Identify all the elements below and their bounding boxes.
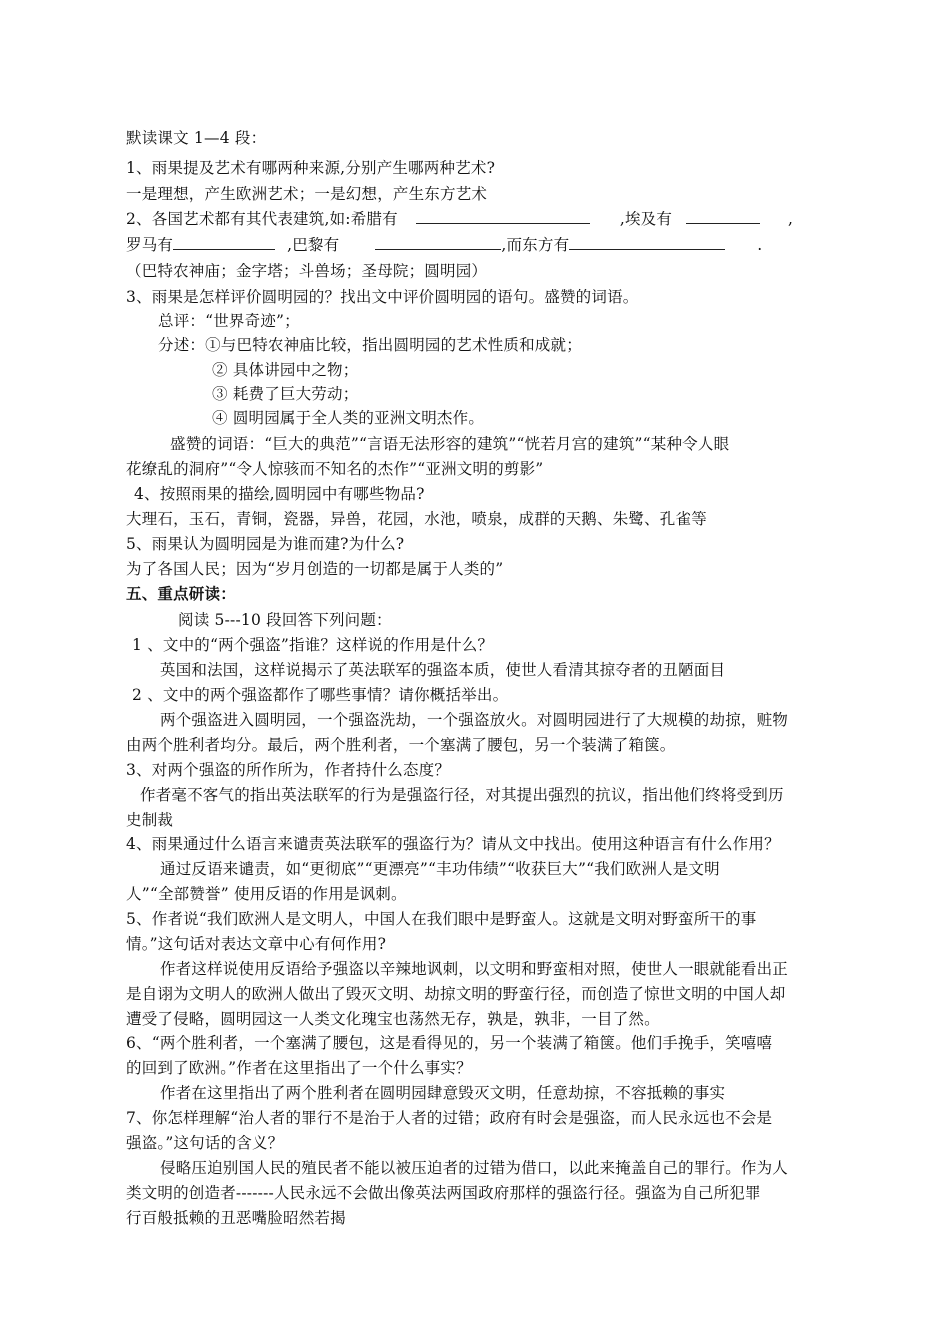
research-a5-line-2: 是自诩为文明人的欧洲人做出了毁灭文明、劫掠文明的野蛮行径，而创造了惊世文明的中国人却 xyxy=(126,985,786,1003)
answer-3-point-4: ④ 圆明园属于全人类的亚洲文明杰作。 xyxy=(212,409,485,427)
research-a4-line-1: 通过反语来谴责，如“更彻底”“更漂亮”“丰功伟绩”“收获巨大”“我们欧洲人是文明 xyxy=(160,860,720,878)
q2-text-d: 罗马有 xyxy=(126,236,174,254)
research-a7-line-1: 侵略压迫别国人民的殖民者不能以被压迫者的过错为借口，以此来掩盖自己的罪行。作为人 xyxy=(160,1159,789,1177)
question-3: 3、雨果是怎样评价圆明园的？找出文中评价圆明园的语句。盛赞的词语。 xyxy=(126,288,639,306)
research-q1: 1 、文中的“两个强盗”指谁？这样说的作用是什么？ xyxy=(132,636,494,654)
blank-east xyxy=(569,235,725,250)
answer-3-sub: 分述：①与巴特农神庙比较，指出圆明园的艺术性质和成就； xyxy=(158,336,582,354)
q2-text-a: 2、各国艺术都有其代表建筑,如:希腊有 xyxy=(126,210,398,228)
research-q2: 2 、文中的两个强盗都作了哪些事情？请你概括举出。 xyxy=(132,686,509,704)
blank-rome xyxy=(173,235,275,250)
blank-paris xyxy=(375,235,501,250)
research-q5-line-1: 5、作者说“我们欧洲人是文明人，中国人在我们眼中是野蛮人。这就是文明对野蛮所干的事 xyxy=(126,910,757,928)
question-4: 4、按照雨果的描绘,圆明园中有哪些物品? xyxy=(134,485,425,503)
research-q7-line-2: 强盗。”这句话的含义？ xyxy=(126,1134,284,1152)
q2-text-b: ,埃及有 xyxy=(619,210,673,228)
q2-text-c: , xyxy=(788,210,794,228)
question-2-line-2 xyxy=(126,235,762,255)
research-a7-line-2: 类文明的创造者-------人民永远不会做出像英法两国政府那样的强盗行径。强盗为自己所犯罪 xyxy=(126,1184,761,1202)
answer-5: 为了各国人民；因为“岁月创造的一切都是属于人类的” xyxy=(126,560,504,578)
research-q7-line-1: 7、你怎样理解“治人者的罪行不是治于人者的过错；政府有时会是强盗，而人民永远也不会是 xyxy=(126,1109,773,1127)
research-a2-line-2: 由两个胜利者均分。最后，两个胜利者，一个塞满了腰包，另一个装满了箱箧。 xyxy=(126,736,676,754)
answer-3-point-3: ③ 耗费了巨大劳动； xyxy=(212,385,359,403)
answer-4: 大理石，玉石，青铜，瓷器，异兽，花园，水池，喷泉，成群的天鹅、朱鹭、孔雀等 xyxy=(126,510,707,528)
answer-3-total: 总评：“世界奇迹”； xyxy=(158,312,300,330)
q2-text-g: . xyxy=(757,236,763,254)
question-2-line-1 xyxy=(126,209,793,229)
blank-egypt xyxy=(686,209,760,224)
research-a5-line-3: 遭受了侵略，圆明园这一人类文化瑰宝也荡然无存，孰是，孰非，一目了然。 xyxy=(126,1010,660,1028)
research-q5-line-2: 情。”这句话对表达文章中心有何作用? xyxy=(126,935,387,953)
research-a3-line-2: 史制裁 xyxy=(126,811,174,829)
research-a4-line-2: 人”“全部赞誉” 使用反语的作用是讽刺。 xyxy=(126,885,407,903)
q2-text-f: ,而东方有 xyxy=(501,236,570,254)
research-a2-line-1: 两个强盗进入圆明园，一个强盗洗劫，一个强盗放火。对圆明园进行了大规模的劫掠，赃物 xyxy=(160,711,789,729)
research-q6-line-2: 的回到了欧洲。”作者在这里指出了一个什么事实？ xyxy=(126,1059,472,1077)
research-a1: 英国和法国，这样说揭示了英法联军的强盗本质，使世人看清其掠夺者的丑陋面目 xyxy=(160,661,726,679)
answer-3-point-2: ② 具体讲园中之物； xyxy=(212,361,359,379)
question-5: 5、雨果认为圆明园是为谁而建?为什么? xyxy=(126,535,405,553)
research-q6-line-1: 6、“两个胜利者，一个塞满了腰包，这是看得见的，另一个装满了箱箧。他们手挽手，笑嘻嘻 xyxy=(126,1034,773,1052)
blank-greece xyxy=(416,209,590,224)
research-a3-line-1: 作者毫不客气的指出英法联军的行为是强盗行径，对其提出强烈的抗议，指出他们终将受到历 xyxy=(140,786,784,804)
research-a7-line-3: 行百般抵赖的丑恶嘴脸昭然若揭 xyxy=(126,1209,346,1227)
read-instruction: 阅读 5---10 段回答下列问题： xyxy=(178,611,392,629)
answer-3-words-1: 盛赞的词语：“巨大的典范”“言语无法形容的建筑”“恍若月宫的建筑”“某种令人眼 xyxy=(170,435,730,453)
section-heading: 五、重点研读： xyxy=(126,584,236,603)
intro-line: 默读课文 1—4 段： xyxy=(126,129,267,147)
q2-text-e: ,巴黎有 xyxy=(287,236,340,254)
answer-2: （巴特农神庙；金字塔；斗兽场；圣母院；圆明园） xyxy=(126,262,488,280)
answer-1: 一是理想，产生欧洲艺术；一是幻想，产生东方艺术 xyxy=(126,185,488,203)
research-a5-line-1: 作者这样说使用反语给予强盗以辛辣地讽刺，以文明和野蛮相对照，使世人一眼就能看出正 xyxy=(160,960,789,978)
research-a6: 作者在这里指出了两个胜利者在圆明园肆意毁灭文明，任意劫掠，不容抵赖的事实 xyxy=(160,1084,726,1102)
question-1: 1、雨果提及艺术有哪两种来源,分别产生哪两种艺术? xyxy=(126,159,496,177)
research-q4: 4、雨果通过什么语言来谴责英法联军的强盗行为？请从文中找出。使用这种语言有什么作用？ xyxy=(126,835,780,853)
research-q3: 3、对两个强盗的所作所为，作者持什么态度？ xyxy=(126,761,451,779)
answer-3-words-2: 花缭乱的洞府”“令人惊骇而不知名的杰作”“亚洲文明的剪影” xyxy=(126,460,544,478)
